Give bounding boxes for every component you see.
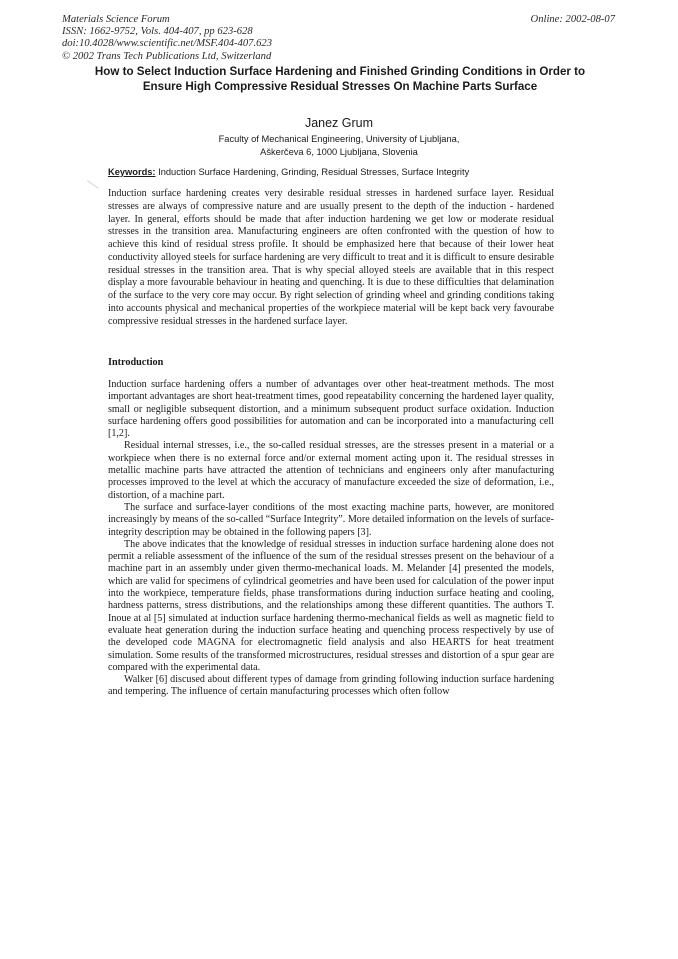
keywords-text: Induction Surface Hardening, Grinding, Residual Stresses, Surface Integrity [158,167,470,177]
paragraph: The above indicates that the knowledge of residual stresses in induction surface hardening alone does not permit a reliable assessment of the influence of the sum of the residual stresses present on the behaviour of a machine part in an assembly under given thermo-mechanical loads. M. Melander [4] presented the models, which are valid for specimens of cylindrical geometries and have been used for calculation of the power input into the workpiece, temperature fields, phase transformations during induction surface heating and cooling, hardness patterns, stress distributions, and the relationships among these different quantities. The authors T. Inoue at al [5] simulated at induction surface hardening thermo-mechanical fields as well as magnetic field to evaluate heat generation during the induction surface heating and quenching process respectively by use of the developed code MAGNA for electromagnetic field analysis and also HEARTS for heat treatment simulation. Some results of the transformed microstructures, residual stresses and distortion of a spur gear are compared with the experimental data. [108,538,554,673]
introduction-body [108,379,554,699]
keywords [108,167,469,177]
paragraph: The surface and surface-layer conditions of the most exacting machine parts, however, are monitored increasingly by means of the so-called “Surface Integrity”. More detailed information on the levels of surface-integrity description may be obtained in the following papers [3]. [108,501,554,538]
issn-line: ISSN: 1662-9752, Vols. 404-407, pp 623-628 [62,26,253,38]
paragraph: Walker [6] discused about different types of damage from grinding following induction surface hardening and tempering. The influence of certain manufacturing processes which often follow [108,674,554,698]
affiliation-line-2: Aškerčeva 6, 1000 Ljubljana, Slovenia [260,146,418,157]
copyright-line: © 2002 Trans Tech Publications Ltd, Switzerland [62,50,272,62]
paragraph: Induction surface hardening offers a number of advantages over other heat-treatment methods. The most important advantages are short heat-treatment times, good repeatability concerning the hardened layer quality, small or negligible subsequent distortion, and a minimum subsequent product surface oxidation. Induction surface hardening offers good possibilities for automation and can be incorporated into a manufacturing cell [1,2]. [108,379,554,440]
margin-mark [87,180,99,189]
abstract: Induction surface hardening creates very desirable residual stresses in hardened surface layer. Residual stresses are always of compressive nature and are usually present to the depth of the induction - hardened layer. In general, efforts should be made that after induction hardening we get low or moderate residual stresses in the transition area. Manufacturing engineers are often confronted with the question of how to achieve this kind of residual stress profile. It should be emphasized here that because of their lower heat conductivity alloyed steels for surface hardening are very difficult to treat and it is difficult to ensure desirable residual stresses in the transition area. That is why special alloyed steels are available that in this respect display a more favourable behaviour in heating and quenching. It is due to these difficulties that delamination of the surface to the very core may occur. By right selection of grinding wheel and grinding conditions taking into accounts physical and mechanical properties of the workpiece material will be kept back very favourabe compressive residual stresses in the hardened surface layer. [108,188,554,327]
introduction-heading: Introduction [108,357,164,368]
affiliation-line-1: Faculty of Mechanical Engineering, University of Ljubljana, [218,134,460,144]
affiliation [0,133,678,158]
keywords-label: Keywords: [108,167,156,177]
journal-name: Materials Science Forum [62,14,170,25]
journal-header [62,14,272,63]
paragraph: Residual internal stresses, i.e., the so-called residual stresses, are the stresses present in a material or a workpiece when there is no external force and/or external moment acting upon it. The residual stresses in metallic machine parts have attracted the attention of technicians and engineers only after manufacturing processes improved to the level at which the accuracy of manufacture exceeded the size of deformation, i.e., distortion, of a machine part. [108,440,554,501]
author-name: Janez Grum [304,116,374,130]
paper-title: How to Select Induction Surface Hardening and Finished Grinding Conditions in Order to Ensure High Compressive Residual Stresses On Machine Parts Surface [94,65,586,93]
online-date: Online: 2002-08-07 [530,14,615,25]
doi-line: doi:10.4028/www.scientific.net/MSF.404-407.623 [62,38,272,50]
